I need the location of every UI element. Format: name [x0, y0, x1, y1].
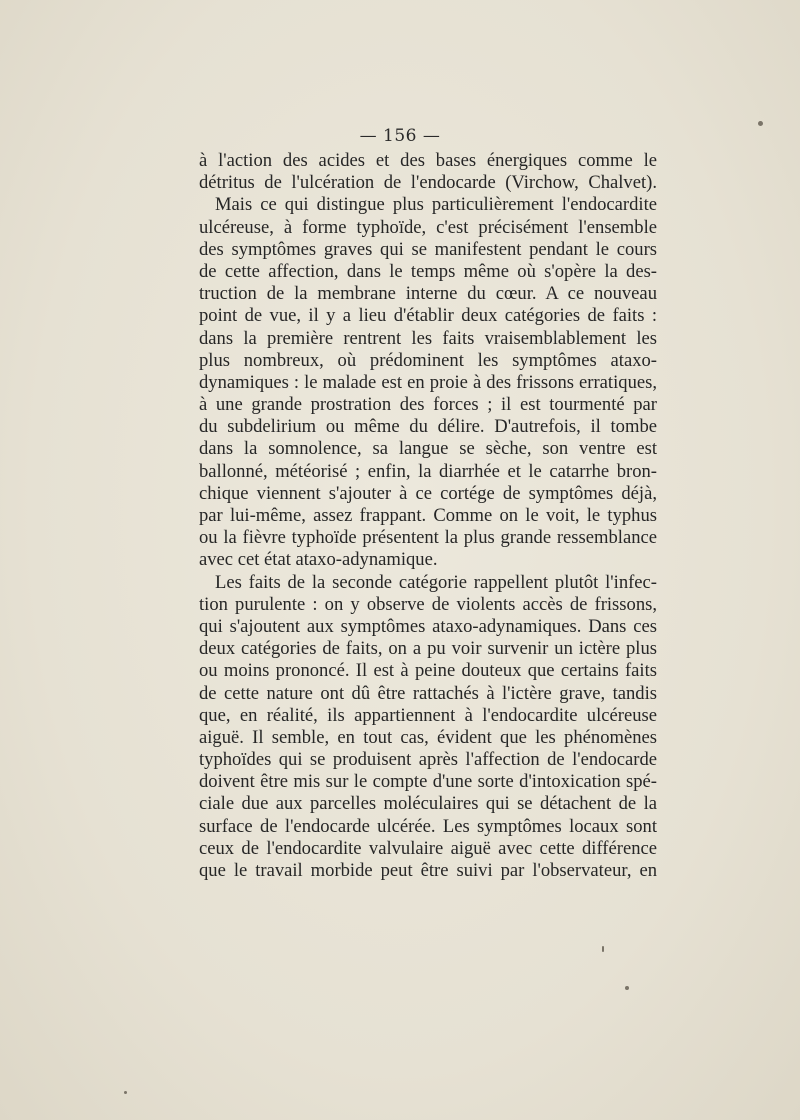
text-line: surface de l'endocarde ulcérée. Les symptômes locaux sont	[199, 815, 657, 837]
text-line: du subdelirium ou même du délire. D'autrefois, il tombe	[199, 416, 657, 438]
text-line: à une grande prostration des forces ; il est tourmenté par	[199, 394, 657, 416]
text-line: plus nombreux, où prédominent les symptômes ataxo-	[199, 349, 657, 371]
text-line: typhoïdes qui se produisent après l'affection de l'endocarde	[199, 749, 657, 771]
text-line: ou la fièvre typhoïde présentent la plus grande ressemblance	[199, 527, 657, 549]
text-line: ceux de l'endocardite valvulaire aiguë avec cette différence	[199, 837, 657, 859]
text-line: ballonné, météorisé ; enfin, la diarrhée et le catarrhe bron-	[199, 460, 657, 482]
text-line: par lui-même, assez frappant. Comme on le voit, le typhus	[199, 505, 657, 526]
text-line: à l'action des acides et des bases énergiques comme le	[199, 150, 657, 171]
text-line: tion purulente : on y observe de violents accès de frissons,	[199, 593, 657, 615]
text-line: de cette affection, dans le temps même où s'opère la des-	[199, 260, 657, 282]
text-line: dans la somnolence, sa langue se sèche, son ventre est	[199, 438, 657, 460]
text-line: Mais ce qui distingue plus particulièrement l'endocardite	[215, 194, 657, 216]
text-line: point de vue, il y a lieu d'établir deux catégories de faits :	[199, 305, 657, 327]
text-line: truction de la membrane interne du cœur. A ce nouveau	[199, 283, 657, 305]
text-line: ulcéreuse, à forme typhoïde, c'est précisément l'ensemble	[199, 216, 657, 238]
text-line: chique viennent s'ajouter à ce cortége de symptômes déjà,	[199, 482, 657, 504]
text-line: deux catégories de faits, on a pu voir survenir un ictère plus	[199, 638, 657, 660]
paper-speck	[758, 121, 763, 126]
body-text	[199, 150, 657, 882]
paper-speck	[625, 986, 629, 990]
text-line: Les faits de la seconde catégorie rappellent plutôt l'infec-	[215, 571, 657, 593]
text-line: dans la première rentrent les faits vraisemblablement les	[199, 327, 657, 349]
text-line: dynamiques : le malade est en proie à des frissons erratiques,	[199, 371, 657, 393]
text-line: que le travail morbide peut être suivi par l'observateur, en	[199, 860, 657, 881]
text-line: doivent être mis sur le compte d'une sorte d'intoxication spé-	[199, 771, 657, 793]
text-line: de cette nature ont dû être rattachés à l'ictère grave, tandis	[199, 682, 657, 704]
text-line: ou moins prononcé. Il est à peine douteux que certains faits	[199, 660, 657, 682]
text-line: ciale due aux parcelles moléculaires qui se détachent de la	[199, 793, 657, 815]
paper-speck	[602, 946, 604, 952]
paper-speck	[124, 1091, 127, 1094]
text-line: que, en réalité, ils appartiennent à l'endocardite ulcéreuse	[199, 704, 657, 726]
text-line: aiguë. Il semble, en tout cas, évident que les phénomènes	[199, 726, 657, 748]
text-line: avec cet état ataxo-adynamique.	[199, 549, 438, 571]
page-number: — 156 —	[359, 126, 441, 146]
text-line: qui s'ajoutent aux symptômes ataxo-adynamiques. Dans ces	[199, 615, 657, 637]
text-line: détritus de l'ulcération de l'endocarde (Virchow, Chalvet).	[199, 172, 657, 194]
text-line: des symptômes graves qui se manifestent pendant le cours	[199, 238, 657, 260]
